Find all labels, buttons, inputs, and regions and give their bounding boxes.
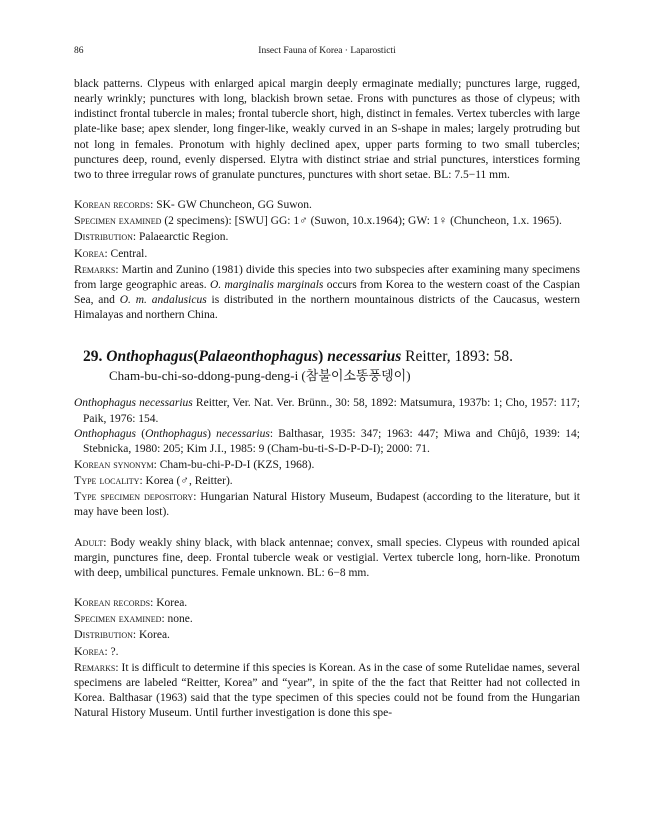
- synonym-epithet: necessarius: [216, 427, 270, 440]
- korea-value: ?.: [110, 645, 119, 658]
- adult-text: Body weakly shiny black, with black antennae; convex, small species. Clypeus with rounded apical margin, punctures fine, deep. Frontal tubercle weak or vestigial. Vertex tubercle long, horn-like. Pronotum with deep, umbilical punctures. Female unknown. BL: 6−8 mm.: [74, 536, 580, 579]
- remarks-label: Remarks: [74, 659, 116, 674]
- remarks-taxon-2: O. m. andalusicus: [119, 294, 207, 307]
- specimen-examined-line: [74, 213, 580, 229]
- specimen-examined-label: Specimen examined: [74, 611, 162, 626]
- species-korean-name: Cham-bu-chi-so-ddong-pung-deng-i (참불이소똥풍뎅이): [109, 368, 411, 384]
- synonym-taxon: Onthophagus necessarius: [74, 397, 193, 410]
- species-subgenus-name: Palaeonthophagus: [198, 348, 319, 366]
- distribution-value: Korea.: [138, 629, 170, 642]
- korean-synonym-value: Cham-bu-chi-P-D-I (KZS, 1968).: [159, 458, 315, 471]
- species-epithet: necessarius: [327, 348, 402, 366]
- adult-label: Adult: [74, 534, 104, 549]
- distribution-label: Distribution: [74, 627, 133, 642]
- type-depository-value: Hungarian Natural History Museum, Budapest (according to the literature, but it may have been lost).: [74, 491, 580, 519]
- synonym-refs: : Balthasar, 1935: 347; 1963: 447; Miwa and Chûjô, 1939: 14; Stebnicka, 1980: 205; Kim J.I., 1985: 9 (Cham-bu-ti-S-D-P-D-I); 2000: 71.: [83, 427, 580, 455]
- synonym-entry: [74, 396, 580, 426]
- distribution-line: Distribution: Korea.: [74, 627, 170, 642]
- type-depository-line: Type specimen depository: Hungarian Natural History Museum, Budapest (according to the literature, but it may have been lost).: [74, 489, 580, 519]
- korean-records-value: SK- GW Chuncheon, GG Suwon.: [156, 199, 312, 212]
- species-number: 29.: [83, 348, 103, 366]
- adult-description: Adult: Body weakly shiny black, with black antennae; convex, small species. Clypeus with rounded apical margin, punctures fine, deep. Frontal tubercle weak or vestigial. Vertex tubercle long, horn-like. Pronotum with deep, umbilical punctures. Female unknown. BL: 6−8 mm.: [74, 534, 580, 579]
- specimen-examined-label: Specimen examined: [74, 213, 162, 228]
- type-locality-value: Korea (♂, Reitter).: [145, 475, 233, 488]
- remarks-label: Remarks: [74, 261, 116, 276]
- synonym-refs: Reitter, Ver. Nat. Ver. Brünn., 30: 58, 1892: Matsumura, 1937b: 1; Cho, 1957: 117; Paik, 1976: 154.: [83, 397, 581, 425]
- distribution-label: Distribution: [74, 229, 133, 244]
- type-locality-label: Type locality: [74, 473, 140, 488]
- remarks-text-3: is distributed in the northern mountainous districts of the Caucasus, western Himalayas and northern China.: [74, 294, 581, 322]
- korean-synonym-line: Korean synonym: Cham-bu-chi-P-D-I (KZS, 1968).: [74, 456, 315, 471]
- korea-line: Korea: ?.: [74, 643, 119, 658]
- korean-records-label: Korean records: [74, 595, 151, 610]
- previous-species-section: [74, 197, 580, 323]
- remarks-text-2: occurs from Korea to the western coast of the Caspian Sea, and: [74, 278, 580, 307]
- remarks-line: Remarks: It is difficult to determine if this species is Korean. As in the case of some Rutelidae names, several specimens are labeled “Reitter, Korea” and “year”, in spite of the the fact that Reitter had not collected in Korea. Balthasar (1963) said that the type specimen of this species could not be found from the Hungarian Natural History Museum. Until further investigation is done this spe-: [74, 659, 580, 720]
- species-subgenus: (Palaeonthophagus): [193, 348, 324, 366]
- distribution-value: Palaearctic Region.: [138, 231, 229, 244]
- running-head: Insect Fauna of Korea · Laparosticti: [258, 46, 396, 56]
- korea-value: Central.: [110, 247, 148, 260]
- remarks-line: Remarks: Martin and Zunino (1981) divide this species into two subspecies after examining many specimens from large geographic areas. O. marginalis marginals occurs from Korea to the western coast of the Caspian Sea, and O. m. andalusicus is distributed in the northern mountainous districts of the Caucasus, western Himalayas and northern China.: [74, 261, 581, 322]
- korea-label: Korea: [74, 245, 105, 260]
- korean-records-value: Korea.: [156, 597, 188, 610]
- remarks-text: It is difficult to determine if this species is Korean. As in the case of some Rutelidae names, several specimens are labeled “Reitter, Korea” and “year”, in spite of the the fact that Reitter had not collected in Korea. Balthasar (1963) said that the type specimen of this species could not be found from the Hungarian Natural History Museum. Until further investigation is done this spe-: [74, 661, 580, 720]
- species-genus: Onthophagus: [106, 348, 194, 366]
- korean-records-line: Korean records: Korea.: [74, 595, 188, 610]
- korea-label: Korea: [74, 643, 105, 658]
- korean-synonym-label: Korean synonym: [74, 456, 154, 471]
- korean-records-line: Korean records: SK- GW Chuncheon, GG Suwon.: [74, 197, 312, 212]
- species-section: [74, 347, 580, 721]
- synonym-subgenus: Onthophagus: [145, 427, 208, 440]
- species-heading: [74, 347, 580, 385]
- distribution-line: Distribution: Palaearctic Region.: [74, 229, 229, 244]
- description-paragraph: black patterns. Clypeus with enlarged apical margin deeply ermaginate medially; punctures large, rugged, nearly wrinkly; punctures with long, blackish brown setae. Frons with punctures as those of clypeus; with indistinct frontal tubercle in males; frontal tubercle short, high, distinct in females. Vertex tubercles with large plate-like base; apex slender, long finger-like, weakly curved in an S-shape in males; largely protruding but not long in females. Pronotum with highly declined apex, upper parts forming to two small tubercles; punctures deep, round, evenly dispersed. Elytra with distinct striae and strial punctures, interstices forming two to three irregular rows of granulate punctures, punctures with short setae. BL: 7.5−11 mm.: [74, 78, 580, 181]
- species-title: [83, 347, 580, 367]
- specimen-examined-value: none.: [167, 613, 193, 626]
- remarks-taxon-1: O. marginalis marginals: [209, 278, 324, 291]
- page-number: 86: [74, 46, 84, 56]
- type-depository-label: Type specimen depository: [74, 489, 194, 504]
- synonym-entry: Onthophagus (Onthophagus) necessarius: Balthasar, 1935: 347; 1963: 447; Miwa and Chûjô, 1939: 14; Stebnicka, 1980: 205; Kim J.I., 1985: 9 (Cham-bu-ti-S-D-P-D-I); 2000: 71.: [74, 427, 580, 455]
- remarks-text-1: Martin and Zunino (1981) divide this species into two subspecies after examining many specimens from large geographic areas.: [74, 263, 581, 291]
- page-body: [74, 77, 580, 721]
- korea-line: Korea: Central.: [74, 245, 148, 260]
- species-author: Reitter, 1893: 58.: [405, 348, 514, 366]
- page-header: [74, 44, 580, 58]
- specimen-examined-line: Specimen examined: none.: [74, 611, 193, 626]
- type-locality-line: Type locality: Korea (♂, Reitter).: [74, 473, 233, 488]
- specimen-examined-value: (2 specimens): [SWU] GG: 1♂ (Suwon, 10.x.1964); GW: 1♀ (Chuncheon, 1.x. 1965).: [164, 215, 562, 228]
- synonym-taxon: Onthophagus: [74, 427, 136, 440]
- korean-records-label: Korean records: [74, 197, 151, 212]
